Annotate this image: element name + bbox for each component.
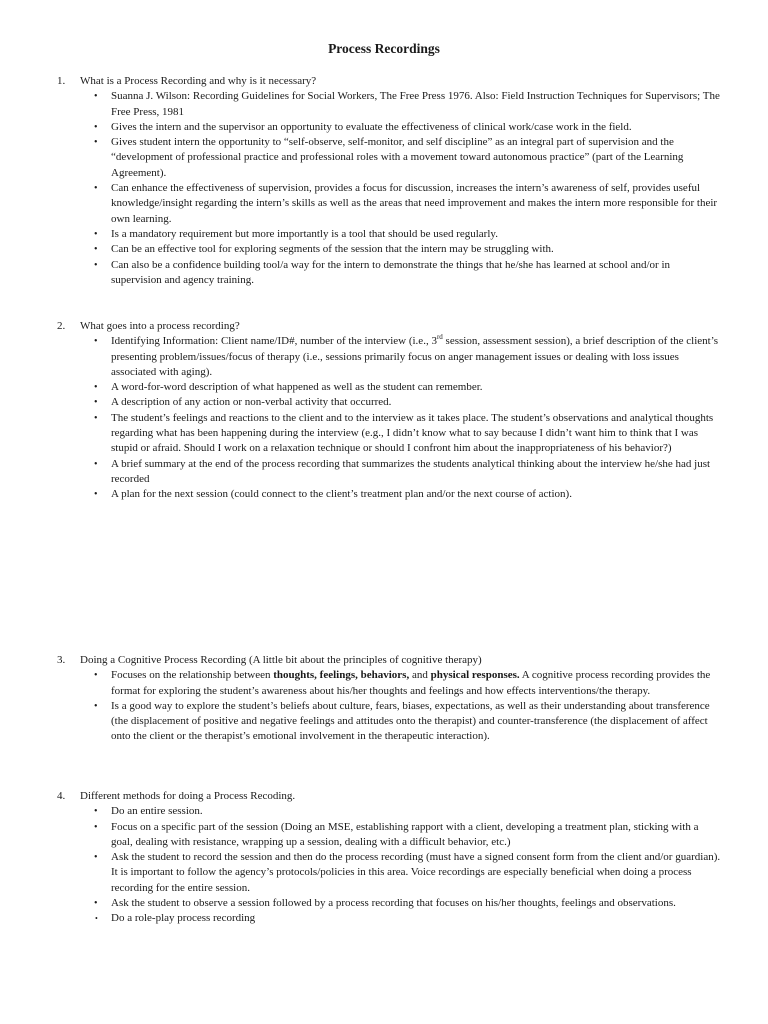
list-item: • A plan for the next session (could connect to the client’s treatment plan and/or the next course of action). [111, 487, 722, 502]
list-item: • Focuses on the relationship between thoughts, feelings, behaviors, and physical responses. A cognitive process recording provides the format for exploring the student’s awareness about his/her thoughts and feelings and how effects interventions/the therapy. [94, 669, 711, 697]
section-4 [57, 789, 722, 927]
list-item: • Suanna J. Wilson: Recording Guidelines for Social Workers, The Free Press 1976. Also: Field Instruction Techniques for Supervisors; The Free Press, 1981 [94, 90, 720, 118]
list-item: • A brief summary at the end of the process recording that summarizes the students analytical thinking about the interview he/she had just recorded [94, 457, 711, 485]
list-item: • Ask the student to observe a session followed by a process recording that focuses on his/her thoughts, feelings and observations. [111, 896, 722, 911]
bullet-list [57, 668, 722, 744]
list-item: • Can be an effective tool for exploring segments of the session that the intern may be struggling with. [111, 242, 722, 257]
list-item: • Can also be a confidence building tool/a way for the intern to demonstrate the things that he/she has learned at school and/or in supervision and agency training. [94, 258, 671, 286]
list-item: • Do a role-play process recording [111, 911, 722, 926]
section-2 [57, 319, 722, 503]
section-heading [57, 74, 722, 89]
bullet-icon: • [94, 458, 98, 470]
bullet-list [57, 334, 722, 502]
bullet-icon: • [94, 821, 98, 833]
section-title: What is a Process Recording and why is it necessary? [80, 75, 317, 87]
list-item: • Can enhance the effectiveness of supervision, provides a focus for discussion, increases the intern’s awareness of self, provides useful knowledge/insight regarding the intern’s skills as well as the areas that need improvement and makes the intern more responsible for their own learning. [94, 182, 718, 225]
bullet-icon: • [94, 700, 98, 712]
section-number: 2. [57, 320, 66, 332]
bullet-list [57, 804, 722, 926]
list-item: • Identifying Information: Client name/ID#, number of the interview (i.e., 3rd session, assessment session), a brief description of the client’s presenting problem/issues/focus of therapy (i.e., sessions primarily focus on anger management issues or dealing with loss issues associated with aging). [94, 333, 719, 378]
bullet-icon: • [94, 806, 98, 818]
list-item: • Focus on a specific part of the session (Doing an MSE, establishing rapport with a client, developing a treatment plan, sticking with a goal, dealing with resistance, wrapping up a session, dealing with a difficult behavior, etc.) [94, 820, 699, 848]
list-item: • Is a good way to explore the student’s beliefs about culture, fears, biases, expectations, as well as their understanding about transference (the displacement of positive and negative feelings and attitudes onto the therapist) and counter-transference (the displacement of affect onto the client or the therapist’s emotional involvement in the therapeutic interaction). [94, 699, 710, 743]
section-number: 3. [57, 654, 66, 666]
section-1 [57, 74, 722, 288]
section-title: Different methods for doing a Process Recoding. [80, 790, 296, 802]
bullet-icon: • [94, 382, 98, 394]
section-heading [57, 653, 722, 668]
list-item: • Gives the intern and the supervisor an opportunity to evaluate the effectiveness of clinical work/case work in the field. [111, 120, 722, 135]
bullet-icon: • [94, 898, 98, 910]
bullet-icon: • [94, 91, 98, 103]
page-title: Process Recordings [328, 41, 440, 56]
section-heading [57, 319, 722, 334]
bullet-icon: • [94, 244, 98, 256]
section-number: 4. [57, 790, 66, 802]
section-3 [57, 653, 722, 745]
bullet-icon: • [95, 914, 98, 924]
bullet-icon: • [94, 852, 98, 864]
bullet-icon: • [94, 670, 98, 682]
list-item: • Do an entire session. [111, 804, 722, 819]
bullet-icon: • [94, 336, 98, 348]
list-item: • Ask the student to record the session and then do the process recording (must have a signed consent form from the client and/or guardian). It is important to follow the agency’s protocols/policies in this area. Voice recordings are especially beneficial when doing a process recording for the entire session. [94, 851, 721, 894]
section-title: Doing a Cognitive Process Recording (A little bit about the principles of cognitive therapy) [80, 654, 482, 666]
section-heading [57, 789, 722, 804]
bullet-icon: • [94, 259, 98, 271]
bullet-icon: • [94, 137, 98, 149]
bullet-icon: • [94, 412, 98, 424]
list-item: • A description of any action or non-verbal activity that occurred. [111, 395, 722, 410]
list-item: • Gives student intern the opportunity to “self-observe, self-monitor, and self discipline” as an integral part of supervision and the “development of professional practice and professional roles with a movement toward autonomous practice” (part of the Learning Agreement). [94, 136, 684, 179]
bullet-icon: • [94, 121, 98, 133]
bullet-icon: • [94, 183, 98, 195]
section-number: 1. [57, 75, 66, 87]
bullet-icon: • [94, 489, 98, 501]
list-item: • A word-for-word description of what happened as well as the student can remember. [111, 380, 722, 395]
bullet-icon: • [94, 228, 98, 240]
list-item: • Is a mandatory requirement but more importantly is a tool that should be used regularly. [111, 227, 722, 242]
section-title: What goes into a process recording? [80, 320, 240, 332]
bullet-list [57, 89, 722, 288]
list-item: • The student’s feelings and reactions to the client and to the interview as it takes place. The student’s observations and analytical thoughts regarding what has been happening during the interview (e.g., I didn’t know what to say because I didn’t want him to think that I was stupid or afraid. Should I work on a relaxation technique or should I confront him about the inappropriateness of his behavior?) [94, 411, 714, 455]
bullet-icon: • [94, 397, 98, 409]
